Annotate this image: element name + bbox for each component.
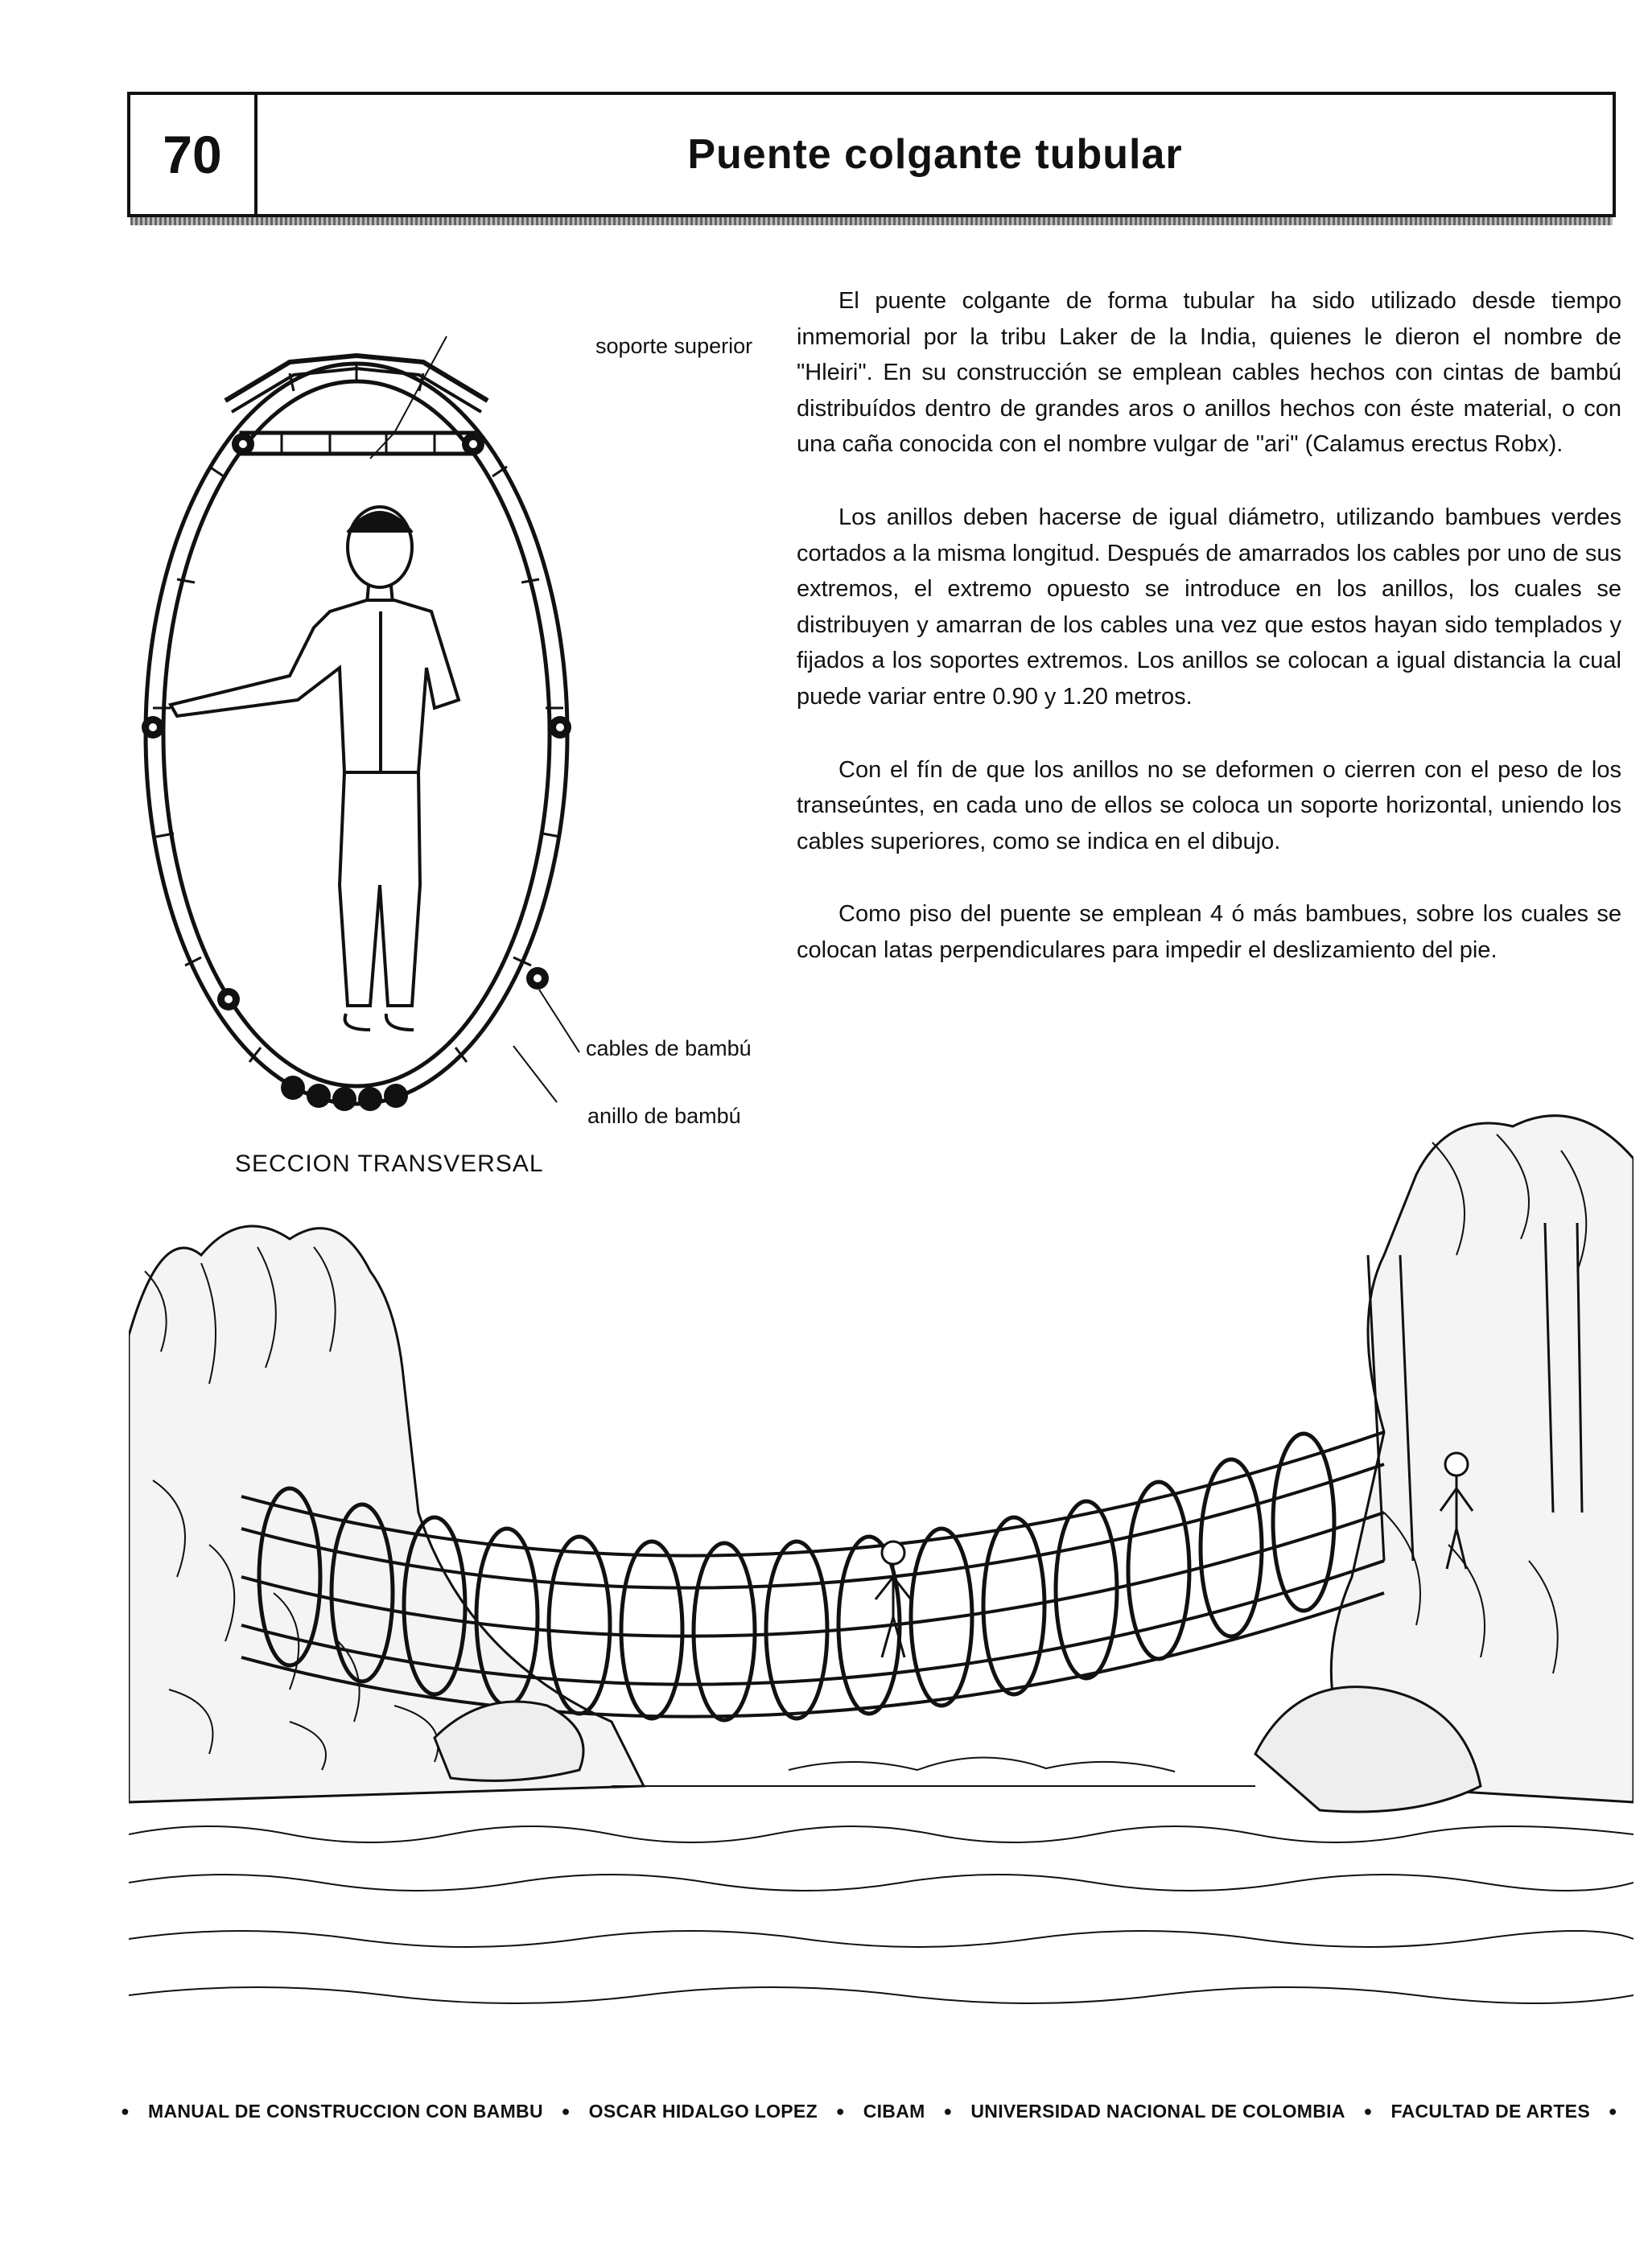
footer-item-cibam: CIBAM [863,2100,925,2122]
page-header [127,92,1616,217]
header-shadow [130,217,1613,225]
footer-item-manual: MANUAL DE CONSTRUCCION CON BAMBU [147,2100,543,2122]
footer-item-author: OSCAR HIDALGO LOPEZ [588,2100,818,2122]
paragraph-2: Los anillos deben hacerse de igual diámetro, utilizando bambues verdes cortados a la misma longitud. Después de amarrados los cables por uno de sus extremos, el extremo opuesto se introduce en los anillos, los cuales se distribuyen y amarran de los cables una vez que estos hayan sido templados y fijados a los soportes extremos. Los anillos se colocan a igual distancia la cual puede variar entre 0.90 y 1.20 metros. [797,504,1621,710]
footer-separator: ● [1608,2102,1617,2119]
river-waves [129,1786,1634,2003]
label-upper-support: soporte superior [595,334,753,358]
label-bamboo-ring: anillo de bambú [587,1104,741,1128]
label-bamboo-cables: cables de bambú [586,1036,752,1060]
footer-separator: ● [1363,2102,1373,2119]
footer-item-university: UNIVERSIDAD NACIONAL DE COLOMBIA [970,2100,1345,2122]
footer-item-faculty: FACULTAD DE ARTES [1390,2100,1590,2122]
footer-separator: ● [561,2102,571,2119]
bridge-scene-illustration [129,1062,1634,2068]
footer-separator: ● [835,2102,845,2119]
figure-caption: SECCION TRANSVERSAL [235,1150,544,1177]
paragraph-3: Con el fín de que los anillos no se deformen o cierren con el peso de los transeúntes, en cada uno de ellos se coloca un soporte horizontal, uniendo los cables superiores, como se indica en el dibujo. [797,756,1621,854]
upper-support-bar [241,433,475,454]
page-title: Puente colgante tubular [687,131,1183,178]
paragraph-4: Como piso del puente se emplean 4 ó más bambues, sobre los cuales se colocan latas perpendiculares para impedir el deslizamiento del pie. [797,901,1621,963]
distant-shore [789,1757,1175,1772]
paragraph-1: El puente colgante de forma tubular ha sido utilizado desde tiempo inmemorial por la tribu Laker de la India, quienes le dieron el nombre de "Hleiri". En su construcción se emplean cables hechos con cintas de bambú distribuídos dentro de grandes aros o anillos hechos con éste material, o con una caña conocida con el nombre vulgar de "ari" (Calamus erectus Robx). [797,288,1621,458]
page-footer [121,2095,1617,2127]
footer-separator: ● [943,2102,953,2119]
person-figure [171,507,459,1030]
body-text [797,283,1621,1006]
page-number: 70 [130,95,258,214]
left-jungle-bank [129,1226,644,1802]
footer-separator: ● [121,2102,130,2119]
cross-section-illustration [129,322,789,1142]
bridge-walker-center [876,1541,911,1657]
